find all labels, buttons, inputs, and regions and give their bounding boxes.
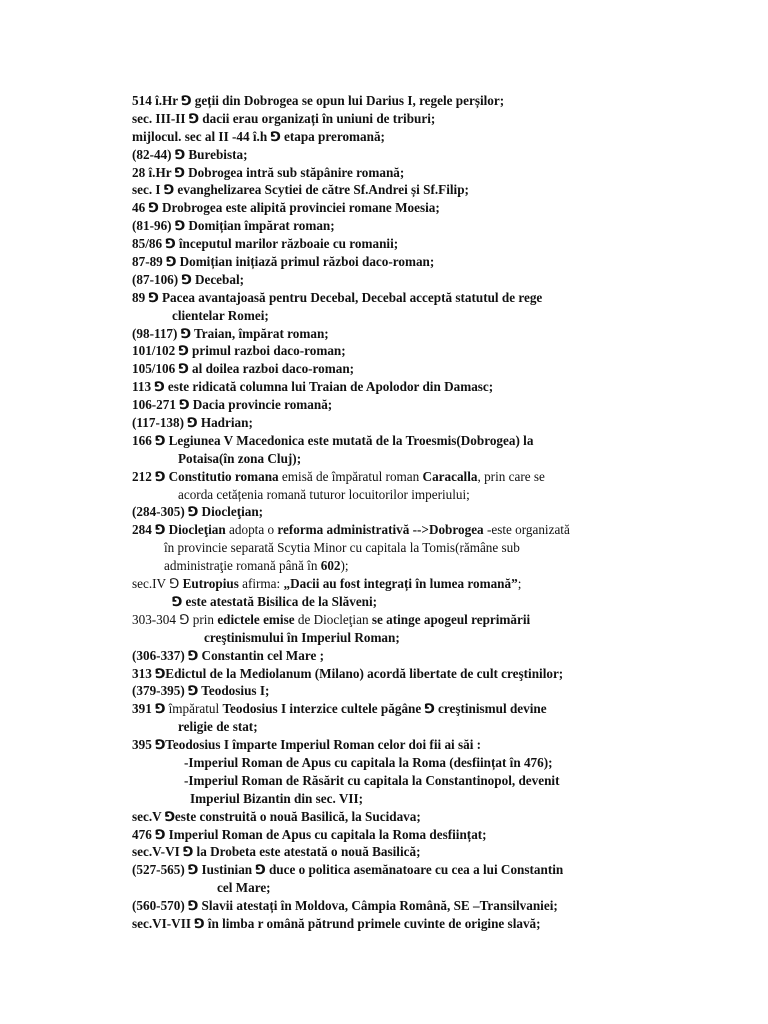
timeline-text-segment: clientelar Romei; <box>172 307 269 323</box>
timeline-entry-line <box>132 503 768 521</box>
timeline-text-segment: (560-570) ⅁ Slavii atestați în Moldova, Câmpia Română, SE –Transilvaniei; <box>132 898 558 914</box>
timeline-text-segment: (117-138) ⅁ Hadrian; <box>132 415 253 431</box>
timeline-continuation-line <box>132 790 768 808</box>
timeline-text-segment: emisă de împăratul roman <box>278 468 423 484</box>
timeline-entry-line <box>132 611 768 629</box>
timeline-entry-line <box>132 665 768 683</box>
timeline-entry-line <box>132 128 768 146</box>
timeline-entry-line <box>132 271 768 289</box>
timeline-text-segment: ); <box>340 558 349 574</box>
timeline-text-segment: sec.IV ⅁ <box>132 576 183 592</box>
timeline-continuation-line <box>132 629 768 647</box>
timeline-text-segment: religie de stat; <box>178 719 258 735</box>
timeline-text-segment: 46 ⅁ Drobrogea este alipită provinciei romane Moesia; <box>132 200 440 216</box>
timeline-text-segment: (527-565) ⅁ Iustinian ⅁ duce o politica asemănatoare cu cea a lui Constantin <box>132 862 564 878</box>
timeline-text-segment: 284 ⅁ Diocleţian <box>132 522 226 538</box>
timeline-text-segment: sec.V ⅁este construită o nouă Basilică, la Sucidava; <box>132 808 421 824</box>
timeline-text-segment: mijlocul. sec al II -44 î.h ⅁ etapa preromană; <box>132 128 385 144</box>
timeline-entry-line <box>132 235 768 253</box>
timeline-continuation-line <box>132 557 768 575</box>
timeline-text-segment: 313 ⅁Edictul de la Mediolanum (Milano) acordă libertate de cult creştinilor; <box>132 665 564 681</box>
timeline-text-segment: de Diocleţian <box>294 611 372 627</box>
timeline-text-segment: Caracalla <box>422 468 478 484</box>
timeline-entry-line <box>132 164 768 182</box>
timeline-text-segment: în provincie separată Scytia Minor cu capitala la Tomis(rămâne sub <box>164 540 520 556</box>
timeline-text-segment: ⅁ este atestată Bisilica de la Slăveni; <box>172 593 378 609</box>
timeline-entry-line <box>132 342 768 360</box>
timeline-continuation-line <box>132 718 768 736</box>
timeline-text-segment: 113 ⅁ este ridicată columna lui Traian de Apolodor din Damasc; <box>132 379 494 395</box>
timeline-text-segment: 514 î.Hr ⅁ geții din Dobrogea se opun lui Darius I, regele perșilor; <box>132 93 505 108</box>
timeline-text-segment: 28 î.Hr ⅁ Dobrogea intră sub stăpânire romană; <box>132 164 405 180</box>
timeline-entry-line <box>132 432 768 450</box>
timeline-text-segment: Eutropius <box>182 576 239 592</box>
timeline-text-segment: adopta o <box>225 522 278 538</box>
timeline-entry-line <box>132 396 768 414</box>
timeline-text-segment: (379-395) ⅁ Teodosius I; <box>132 683 270 699</box>
timeline-entry-line <box>132 700 768 718</box>
timeline-text-segment: cel Mare; <box>217 880 271 896</box>
timeline-text-segment: împăratul <box>168 701 223 717</box>
timeline-entry-line <box>132 826 768 844</box>
timeline-entry-line <box>132 325 768 343</box>
timeline-entry-line <box>132 897 768 915</box>
timeline-text-segment: 602 <box>320 558 341 574</box>
timeline-entry-line <box>132 199 768 217</box>
timeline-text-segment: „Dacii au fost integrați în lumea romană” <box>283 576 518 592</box>
timeline-continuation-line <box>132 593 768 611</box>
timeline-text-segment: Potaisa(în zona Cluj); <box>178 450 302 466</box>
timeline-entry-line <box>132 915 768 933</box>
timeline-text-segment: sec.V-VI ⅁ la Drobeta este atestată o nouă Basilică; <box>132 844 421 860</box>
timeline-entry-line <box>132 647 768 665</box>
chronology-text <box>132 92 768 933</box>
timeline-text-segment: 106-271 ⅁ Dacia provincie romană; <box>132 397 333 413</box>
timeline-text-segment: Imperiul Bizantin din sec. VII; <box>190 790 364 806</box>
timeline-text-segment: ; <box>517 576 522 592</box>
timeline-entry-line <box>132 808 768 826</box>
timeline-text-segment: 166 ⅁ Legiunea V Macedonica este mutată de la Troesmis(Dobrogea) la <box>132 432 534 448</box>
timeline-text-segment: (284-305) ⅁ Diocleţian; <box>132 504 264 520</box>
timeline-entry-line <box>132 575 768 593</box>
timeline-entry-line <box>132 468 768 486</box>
timeline-text-segment: administraţie romană până în <box>164 558 321 574</box>
timeline-text-segment: -Imperiul Roman de Apus cu capitala la Roma (desființat în 476); <box>184 754 553 770</box>
timeline-text-segment: 87-89 ⅁ Domițian inițiază primul război daco-roman; <box>132 254 435 270</box>
timeline-entry-line <box>132 146 768 164</box>
timeline-entry-line <box>132 736 768 754</box>
timeline-continuation-line <box>132 754 768 772</box>
timeline-entry-line <box>132 414 768 432</box>
timeline-text-segment: sec.VI-VII ⅁ în limba r omână pătrund primele cuvinte de origine slavă; <box>132 915 541 931</box>
timeline-entry-line <box>132 217 768 235</box>
timeline-continuation-line <box>132 539 768 557</box>
timeline-text-segment: 85/86 ⅁ începutul marilor războaie cu romanii; <box>132 236 399 252</box>
timeline-text-segment: 303-304 ⅁ prin <box>132 611 218 627</box>
timeline-text-segment: creştinismului în Imperiul Roman; <box>204 629 400 645</box>
timeline-continuation-line <box>132 879 768 897</box>
timeline-text-segment: afirma: <box>238 576 284 592</box>
timeline-text-segment: 395 ⅁Teodosius I împarte Imperiul Roman celor doi fii ai săi : <box>132 737 482 753</box>
timeline-text-segment: (87-106) ⅁ Decebal; <box>132 271 245 287</box>
timeline-continuation-line <box>132 450 768 468</box>
timeline-entry-line <box>132 181 768 199</box>
timeline-entry-line <box>132 289 768 307</box>
timeline-text-segment: 101/102 ⅁ primul razboi daco-roman; <box>132 343 346 359</box>
timeline-text-segment: edictele emise <box>217 611 295 627</box>
timeline-text-segment: se atinge apogeul reprimării <box>371 611 531 627</box>
timeline-text-segment: 391 ⅁ <box>132 701 169 717</box>
timeline-text-segment: (82-44) ⅁ Burebista; <box>132 146 248 162</box>
timeline-entry-line <box>132 360 768 378</box>
timeline-text-segment: (98-117) ⅁ Traian, împărat roman; <box>132 325 329 341</box>
timeline-text-segment: , prin care se <box>477 468 545 484</box>
timeline-entry-line <box>132 110 768 128</box>
timeline-entry-line <box>132 92 768 110</box>
timeline-entry-line <box>132 682 768 700</box>
timeline-text-segment: 476 ⅁ Imperiul Roman de Apus cu capitala la Roma desființat; <box>132 826 487 842</box>
timeline-continuation-line <box>132 486 768 504</box>
timeline-entry-line <box>132 253 768 271</box>
timeline-text-segment: 105/106 ⅁ al doilea razboi daco-roman; <box>132 361 355 377</box>
timeline-text-segment: sec. III-II ⅁ dacii erau organizați în uniuni de triburi; <box>132 110 436 126</box>
timeline-text-segment: 212 ⅁ Constitutio romana <box>132 468 279 484</box>
timeline-text-segment: acorda cetățenia romană tuturor locuitorilor imperiului; <box>178 486 470 502</box>
timeline-entry-line <box>132 378 768 396</box>
timeline-text-segment: 89 ⅁ Pacea avantajoasă pentru Decebal, Decebal acceptă statutul de rege <box>132 289 543 305</box>
timeline-text-segment: (306-337) ⅁ Constantin cel Mare ; <box>132 647 325 663</box>
timeline-text-segment: Teodosius I interzice cultele păgâne ⅁ creştinismul devine <box>222 701 547 717</box>
timeline-text-segment: (81-96) ⅁ Domițian împărat roman; <box>132 218 335 234</box>
timeline-continuation-line <box>132 772 768 790</box>
timeline-entry-line <box>132 521 768 539</box>
timeline-text-segment: reforma administrativă -->Dobrogea <box>277 522 484 538</box>
timeline-continuation-line <box>132 307 768 325</box>
timeline-text-segment: -Imperiul Roman de Răsărit cu capitala la Constantinopol, devenit <box>184 772 560 788</box>
timeline-entry-line <box>132 843 768 861</box>
timeline-entry-line <box>132 861 768 879</box>
timeline-text-segment: -este organizată <box>483 522 570 538</box>
timeline-text-segment: sec. I ⅁ evanghelizarea Scytiei de către Sf.Andrei și Sf.Filip; <box>132 182 469 198</box>
